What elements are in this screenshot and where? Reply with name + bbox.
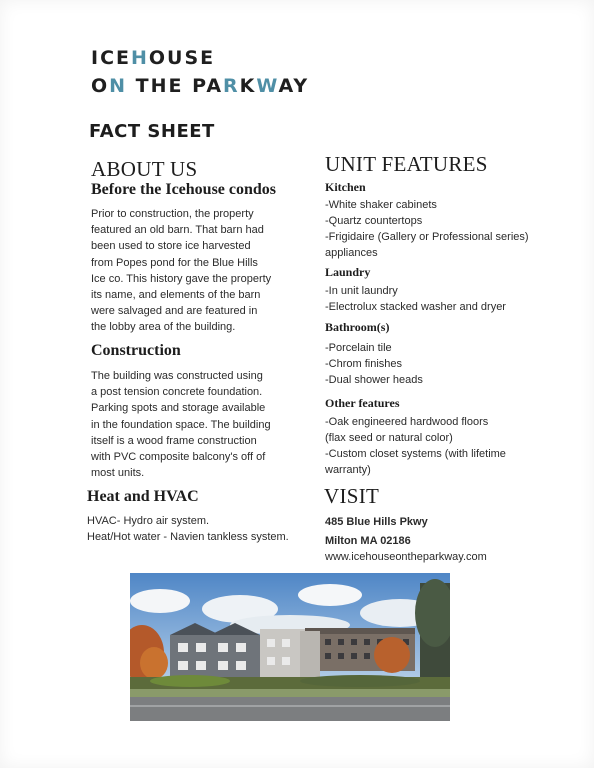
- text-line: were salvaged and are featured in: [91, 305, 258, 318]
- logo-text: O: [91, 75, 110, 97]
- logo-text: K: [239, 75, 257, 97]
- about-heading: ABOUT US: [91, 157, 198, 181]
- unit-features-heading: UNIT FEATURES: [325, 152, 488, 176]
- list-item: -Oak engineered hardwood floors: [325, 416, 489, 428]
- bathroom-list: [325, 340, 423, 388]
- construction-heading: Construction: [91, 342, 181, 359]
- list-item: appliances: [325, 247, 378, 259]
- construction-paragraph: [91, 368, 271, 481]
- kitchen-heading: Kitchen: [325, 180, 366, 194]
- about-subheading: Before the Icehouse condos: [91, 181, 277, 198]
- about-paragraph: [91, 206, 271, 336]
- heat-heading: Heat and HVAC: [87, 488, 199, 505]
- logo-text: THE PA: [127, 75, 224, 97]
- text-line: with PVC composite balcony's off of: [91, 451, 266, 464]
- list-item: -Custom closet systems (with lifetime: [325, 448, 506, 460]
- address-line: Milton MA 02186: [325, 535, 411, 547]
- text-line: The building was constructed using: [91, 370, 263, 382]
- logo-text-accent: R: [223, 75, 240, 97]
- address-line: 485 Blue Hills Pkwy: [325, 516, 428, 528]
- laundry-heading: Laundry: [325, 265, 371, 279]
- logo-text: AY: [278, 75, 310, 97]
- logo-text-accent: W: [256, 75, 279, 97]
- list-item: (flax seed or natural color): [325, 432, 453, 444]
- heat-paragraph: [87, 513, 289, 545]
- text-line: a post tension concrete foundation.: [91, 386, 263, 399]
- logo-text-accent: H: [131, 47, 149, 69]
- kitchen-list: [325, 197, 529, 261]
- building-illustration: [130, 573, 450, 721]
- list-item: -Dual shower heads: [325, 374, 423, 386]
- logo-text-accent: N: [109, 75, 128, 97]
- list-item: -White shaker cabinets: [325, 199, 437, 211]
- visit-heading: VISIT: [324, 484, 380, 508]
- logo-text: ICE: [91, 47, 131, 69]
- other-features-heading: Other features: [325, 396, 400, 410]
- text-line: the lobby area of the building.: [91, 321, 236, 334]
- logo: [91, 44, 309, 100]
- list-item: -Frigidaire (Gallery or Professional series): [325, 231, 529, 243]
- text-line: from Popes pond for the Blue Hills: [91, 256, 258, 269]
- logo-text: OUSE: [148, 47, 216, 69]
- list-item: warranty): [325, 464, 371, 476]
- list-item: -Quartz countertops: [325, 215, 423, 227]
- text-line: Parking spots and storage available: [91, 402, 266, 415]
- website-link[interactable]: www.icehouseontheparkway.com: [325, 551, 487, 563]
- text-line: in the foundation space. The building: [91, 418, 271, 431]
- page-title: FACT SHEET: [89, 121, 215, 142]
- other-features-list: [325, 414, 506, 478]
- visit-address: [325, 514, 428, 549]
- logo-line-1: [91, 44, 309, 72]
- text-line: Prior to construction, the property: [91, 208, 254, 220]
- text-line: Heat/Hot water - Navien tankless system.: [87, 531, 289, 544]
- text-line: Ice co. This history gave the property: [91, 272, 272, 285]
- list-item: -Electrolux stacked washer and dryer: [325, 301, 506, 313]
- text-line: HVAC- Hydro air system.: [87, 515, 210, 527]
- text-line: featured an old barn. That barn had: [91, 224, 264, 237]
- list-item: -In unit laundry: [325, 285, 398, 297]
- building-photo: [130, 573, 450, 721]
- bathroom-heading: Bathroom(s): [325, 320, 390, 334]
- list-item: -Porcelain tile: [325, 342, 392, 354]
- list-item: -Chrom finishes: [325, 358, 403, 370]
- text-line: most units.: [91, 467, 145, 480]
- text-line: been used to store ice harvested: [91, 240, 251, 253]
- logo-line-2: [91, 72, 309, 100]
- text-line: itself is a wood frame construction: [91, 434, 257, 447]
- text-line: its name, and elements of the barn: [91, 289, 261, 302]
- laundry-list: [325, 283, 506, 315]
